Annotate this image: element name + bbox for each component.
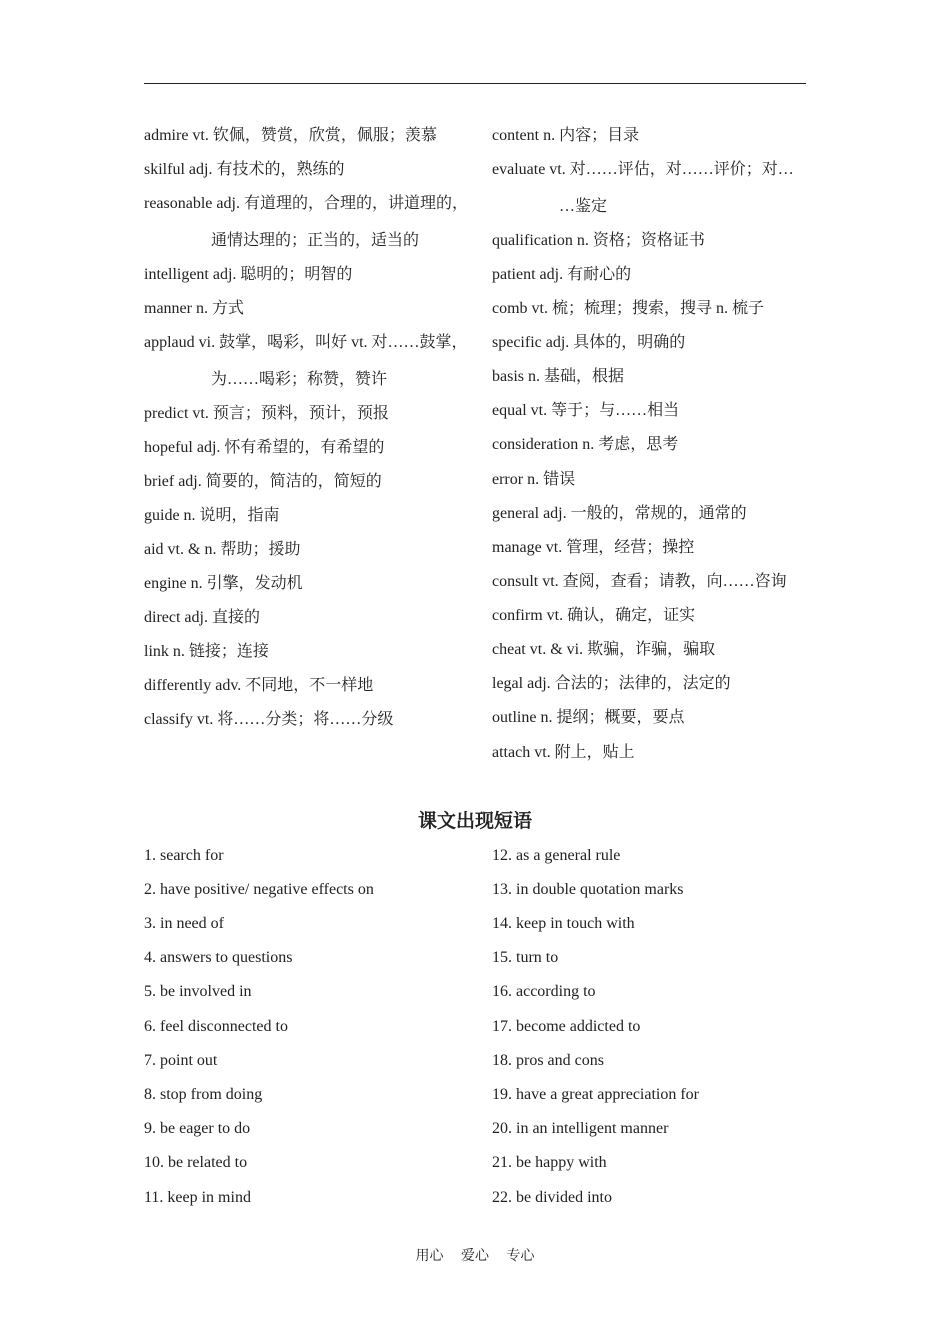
footer-text: 用心 (415, 1249, 444, 1264)
footer-text: 爱心 (461, 1249, 489, 1264)
header-rule (144, 83, 806, 84)
vocab-item: comb vt. 梳；梳理；搜索，搜寻 n. 梳子 (492, 300, 764, 317)
phrase-item: 15. turn to (492, 949, 559, 966)
phrase-item: 18. pros and cons (492, 1052, 604, 1069)
phrase-item: 3. in need of (144, 915, 224, 932)
vocab-item: manage vt. 管理，经营；操控 (492, 539, 695, 556)
vocab-item: patient adj. 有耐心的 (492, 266, 632, 283)
phrase-item: 13. in double quotation marks (492, 881, 684, 898)
phrase-item: 8. stop from doing (144, 1086, 263, 1103)
phrase-item: 17. become addicted to (492, 1018, 641, 1035)
vocab-item: attach vt. 附上，贴上 (492, 744, 635, 761)
vocab-item: equal vt. 等于；与……相当 (492, 402, 680, 419)
vocab-item: engine n. 引擎，发动机 (144, 575, 303, 592)
vocab-item: intelligent adj. 聪明的；明智的 (144, 266, 353, 283)
vocab-item-continuation: …鉴定 (559, 198, 608, 215)
vocab-item: basis n. 基础，根据 (492, 368, 625, 385)
phrase-item: 20. in an intelligent manner (492, 1120, 669, 1137)
vocab-item: classify vt. 将……分类；将……分级 (144, 711, 394, 728)
vocab-item: qualification n. 资格；资格证书 (492, 232, 705, 249)
vocab-item: cheat vt. & vi. 欺骗，诈骗，骗取 (492, 641, 716, 658)
vocab-item: direct adj. 直接的 (144, 609, 260, 626)
vocab-item: consideration n. 考虑，思考 (492, 436, 679, 453)
vocab-item: predict vt. 预言；预料，预计，预报 (144, 405, 389, 422)
page-footer (0, 1248, 950, 1266)
phrase-item: 2. have positive/ negative effects on (144, 881, 374, 898)
vocab-item: general adj. 一般的，常规的，通常的 (492, 505, 747, 522)
phrase-item: 7. point out (144, 1052, 218, 1069)
vocab-item: error n. 错误 (492, 471, 576, 488)
phrase-item: 6. feel disconnected to (144, 1018, 288, 1035)
vocab-item: hopeful adj. 怀有希望的，有希望的 (144, 439, 385, 456)
vocab-item: applaud vi. 鼓掌，喝彩，叫好 vt. 对……鼓掌， (144, 334, 468, 351)
phrase-item: 1. search for (144, 847, 224, 864)
vocab-item: reasonable adj. 有道理的，合理的，讲道理的， (144, 195, 468, 212)
vocab-item: link n. 链接；连接 (144, 643, 269, 660)
vocab-item: aid vt. & n. 帮助；援助 (144, 541, 301, 558)
vocab-item: legal adj. 合法的；法律的，法定的 (492, 675, 731, 692)
phrase-item: 16. according to (492, 983, 596, 1000)
phrase-item: 11. keep in mind (144, 1189, 251, 1206)
vocab-item: skilful adj. 有技术的，熟练的 (144, 161, 345, 178)
phrase-item: 9. be eager to do (144, 1120, 251, 1137)
vocab-item: consult vt. 查阅，查看；请教，向……咨询 (492, 573, 787, 590)
vocab-item: evaluate vt. 对……评估，对……评价；对… (492, 161, 794, 178)
phrase-item: 14. keep in touch with (492, 915, 635, 932)
vocab-item: manner n. 方式 (144, 300, 244, 317)
vocab-item: brief adj. 简要的，简洁的，简短的 (144, 473, 382, 490)
phrase-item: 4. answers to questions (144, 949, 293, 966)
phrase-item: 10. be related to (144, 1154, 248, 1171)
section-title: 课文出现短语 (417, 811, 532, 832)
phrase-item: 5. be involved in (144, 983, 252, 1000)
vocab-item: specific adj. 具体的，明确的 (492, 334, 686, 351)
phrase-item: 12. as a general rule (492, 847, 621, 864)
vocab-item: differently adv. 不同地，不一样地 (144, 677, 374, 694)
vocab-item: outline n. 提纲；概要，要点 (492, 709, 685, 726)
vocab-item: admire vt. 钦佩，赞赏，欣赏，佩服；羡慕 (144, 127, 437, 144)
phrase-item: 21. be happy with (492, 1154, 607, 1171)
phrase-item: 19. have a great appreciation for (492, 1086, 700, 1103)
phrase-item: 22. be divided into (492, 1189, 612, 1206)
vocab-item-continuation: 通情达理的；正当的，适当的 (211, 232, 420, 249)
vocab-item: confirm vt. 确认，确定，证实 (492, 607, 696, 624)
vocab-item-continuation: 为……喝彩；称赞，赞许 (211, 371, 388, 388)
vocab-item: guide n. 说明，指南 (144, 507, 280, 524)
footer-text: 专心 (506, 1249, 535, 1264)
vocab-item: content n. 内容；目录 (492, 127, 640, 144)
